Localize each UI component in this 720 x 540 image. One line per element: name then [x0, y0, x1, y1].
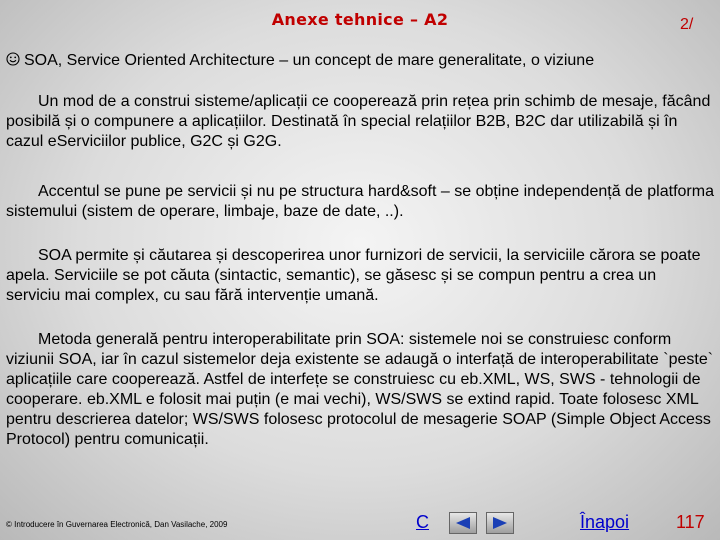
headline-text: SOA, Service Oriented Architecture – un concept de mare generalitate, o viziune	[24, 52, 595, 69]
paragraph-soa-definition: Un mod de a construi sisteme/aplicații ce cooperează prin rețea prin schimb de mesaje, făcând posibilă și o compunere a aplicațiilor. Destinată în special relațiilor B2B, B2C dar utilizabilă și în cazul eServiciilor publice, G2C și G2G.	[6, 93, 711, 150]
paragraph-service-discovery: SOA permite și căutarea și descoperirea unor furnizori de servicii, la serviciile cărora se poate apela. Serviciile se pot căuta (sintactic, semantic), se găsesc și se compun pentru a crea un serviciu mai complex, cu sau fără intervenție umană.	[6, 247, 701, 304]
smiley-icon	[6, 52, 24, 70]
copyright-symbol: ©	[6, 520, 12, 529]
paragraph-platform-independence: Accentul se pune pe servicii și nu pe structura hard&soft – se obține independență de platforma sistemului (sistem de operare, limbaje, baze de date, ..).	[6, 183, 714, 220]
next-slide-button[interactable]	[486, 512, 514, 534]
nav-back-link[interactable]: Înapoi	[580, 512, 630, 532]
arrow-left-icon	[454, 516, 472, 530]
previous-slide-button[interactable]	[449, 512, 477, 534]
nav-contents-link[interactable]: C	[416, 512, 429, 532]
footer-credit-text: Introducere în Guvernarea Electronică, Dan Vasilache, 2009	[14, 520, 228, 529]
slide-number: 117	[676, 512, 705, 532]
page-reference: 2/	[680, 16, 694, 33]
slide-title: Anexe tehnice – A2	[271, 10, 449, 29]
headline	[6, 52, 718, 70]
paragraph-interoperability-method: Metoda generală pentru interoperabilitate prin SOA: sistemele noi se construiesc conform viziunii SOA, iar în cazul sistemelor deja existente se adaugă o interfață de interoperabilitate `peste` aplicațiile care cooperează. Astfel de interfețe se construiesc cu eb.XML, WS, SWS - tehnologii de cooperare. eb.XML e folosit mai puțin (e mai vechi), WS/SWS se extind rapid. Toate folosesc XML pentru descrierea datelor; WS/SWS folosesc protocolul de mesagerie SOAP (Simple Object Access Protocol) pentru comunicații.	[6, 331, 714, 448]
footer-credit	[6, 520, 227, 529]
arrow-right-icon	[491, 516, 509, 530]
